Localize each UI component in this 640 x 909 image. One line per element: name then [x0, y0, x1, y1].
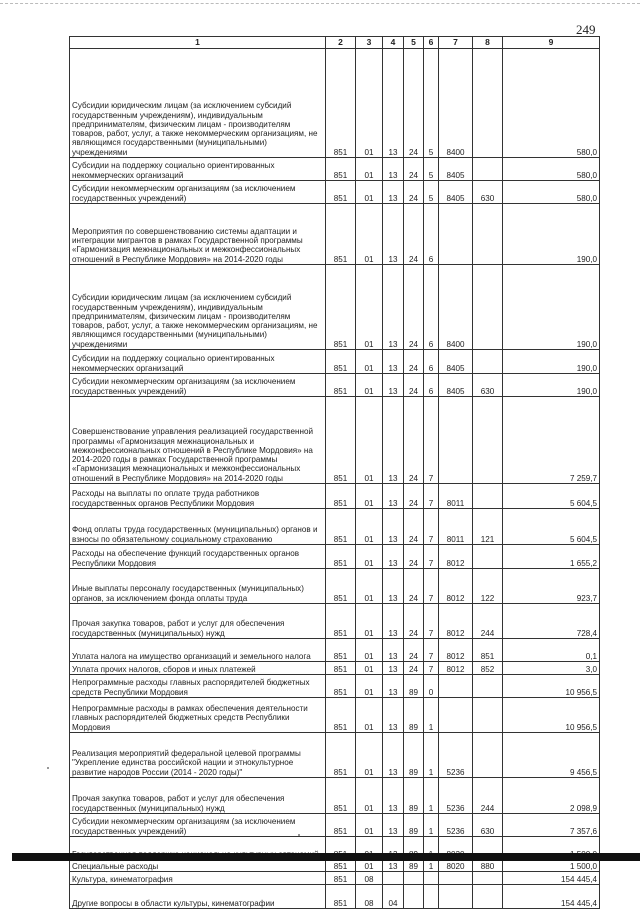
row-code: 24 [404, 265, 424, 350]
row-code: 24 [404, 374, 424, 397]
row-code: 7 [424, 639, 439, 662]
row-code: 13 [383, 698, 404, 733]
row-code: 89 [404, 814, 424, 837]
row-description: Субсидии юридическим лицам (за исключением субсидий государственным учреждениям), индивидуальным предпринимателям, физическим лицам - производителям товаров, работ, услуг, а также некоммерческим организациям, не являющимся государственными (муниципальными) учреждениями [70, 265, 326, 350]
table-row [70, 814, 600, 837]
row-amount: 580,0 [503, 49, 600, 158]
table-row [70, 484, 600, 509]
row-code: 851 [326, 814, 356, 837]
row-code: 01 [356, 204, 383, 265]
row-code: 851 [326, 484, 356, 509]
row-code: 04 [383, 885, 404, 909]
row-code: 89 [404, 733, 424, 778]
row-code: 01 [356, 675, 383, 698]
row-code: 01 [356, 698, 383, 733]
row-code: 8405 [439, 374, 473, 397]
row-code: 7 [424, 604, 439, 639]
row-code: 851 [326, 698, 356, 733]
row-code: 851 [326, 662, 356, 675]
row-code: 01 [356, 733, 383, 778]
row-code: 851 [326, 350, 356, 374]
row-amount: 1 500,0 [503, 860, 600, 872]
row-description: Уплата прочих налогов, сборов и иных платежей [70, 662, 326, 675]
row-code: 6 [424, 265, 439, 350]
row-code: 630 [473, 814, 503, 837]
row-description: Субсидии некоммерческим организациям (за исключением государственных учреждений) [70, 181, 326, 204]
row-code: 5236 [439, 778, 473, 814]
header-cell: 4 [383, 37, 404, 49]
row-code [473, 675, 503, 698]
row-code [473, 49, 503, 158]
table-row [70, 181, 600, 204]
row-amount: 10 956,5 [503, 675, 600, 698]
table-row [70, 778, 600, 814]
row-description: Субсидии некоммерческим организациям (за исключением государственных учреждений) [70, 814, 326, 837]
row-code: 851 [326, 860, 356, 872]
budget-table [69, 36, 600, 909]
row-code: 1 [424, 778, 439, 814]
row-code: 8020 [439, 860, 473, 872]
row-code: 630 [473, 181, 503, 204]
row-amount: 1 655,2 [503, 545, 600, 569]
row-code [439, 204, 473, 265]
row-code: 8012 [439, 639, 473, 662]
row-code: 13 [383, 662, 404, 675]
row-code: 6 [424, 374, 439, 397]
table-row [70, 158, 600, 181]
row-code: 13 [383, 484, 404, 509]
row-code: 01 [356, 484, 383, 509]
scan-speck [298, 834, 300, 836]
row-amount: 7 357,6 [503, 814, 600, 837]
table-row [70, 509, 600, 545]
table-header-row [70, 37, 600, 49]
row-code: 851 [326, 604, 356, 639]
row-code: 24 [404, 397, 424, 484]
row-code: 8011 [439, 509, 473, 545]
row-code: 01 [356, 265, 383, 350]
row-code: 13 [383, 374, 404, 397]
row-description: Уплата налога на имущество организаций и земельного налога [70, 639, 326, 662]
row-code: 08 [356, 872, 383, 885]
row-amount: 923,7 [503, 569, 600, 604]
row-code: 244 [473, 778, 503, 814]
table-row [70, 860, 600, 872]
row-amount: 10 956,5 [503, 698, 600, 733]
row-code: 13 [383, 265, 404, 350]
row-code: 8400 [439, 265, 473, 350]
row-code: 7 [424, 569, 439, 604]
row-code [473, 265, 503, 350]
row-code: 13 [383, 778, 404, 814]
header-cell: 9 [503, 37, 600, 49]
row-code: 89 [404, 778, 424, 814]
row-code [439, 698, 473, 733]
row-code: 01 [356, 49, 383, 158]
row-code: 13 [383, 814, 404, 837]
row-code: 01 [356, 350, 383, 374]
table-row [70, 698, 600, 733]
row-code: 851 [326, 158, 356, 181]
header-cell: 7 [439, 37, 473, 49]
row-amount: 5 604,5 [503, 509, 600, 545]
row-code [439, 675, 473, 698]
table-row [70, 397, 600, 484]
row-code: 7 [424, 509, 439, 545]
row-amount: 580,0 [503, 181, 600, 204]
row-code: 5236 [439, 814, 473, 837]
row-code: 851 [326, 545, 356, 569]
row-code: 1 [424, 814, 439, 837]
row-code [404, 872, 424, 885]
row-code: 851 [326, 675, 356, 698]
row-code: 7 [424, 545, 439, 569]
row-code: 24 [404, 545, 424, 569]
row-code: 89 [404, 860, 424, 872]
row-code: 24 [404, 509, 424, 545]
row-code: 13 [383, 675, 404, 698]
row-code [473, 397, 503, 484]
scan-speck [47, 767, 49, 769]
table-row [70, 639, 600, 662]
row-amount: 2 098,9 [503, 778, 600, 814]
row-description: Совершенствование управления реализацией государственной программы «Гармонизация межнациональных и межконфессиональных отношений в Республике Мордовия» на 2014-2020 годы в рамках Государственной программы «Гармонизация межнациональных и межконфессиональных отношений в Республике Мордовия» на 2014-2020 годы [70, 397, 326, 484]
row-code: 6 [424, 204, 439, 265]
row-code: 24 [404, 49, 424, 158]
row-code: 851 [326, 639, 356, 662]
scan-top-edge [0, 3, 640, 4]
row-code: 89 [404, 698, 424, 733]
row-code: 13 [383, 397, 404, 484]
row-code: 24 [404, 604, 424, 639]
row-code: 24 [404, 639, 424, 662]
row-code: 24 [404, 569, 424, 604]
table-row [70, 604, 600, 639]
row-code [473, 158, 503, 181]
row-code: 851 [326, 204, 356, 265]
row-code: 880 [473, 860, 503, 872]
row-code: 630 [473, 374, 503, 397]
row-amount: 0,1 [503, 639, 600, 662]
row-description: Расходы на обеспечение функций государственных органов Республики Мордовия [70, 545, 326, 569]
row-code: 13 [383, 639, 404, 662]
row-code: 8011 [439, 484, 473, 509]
table-body [70, 49, 600, 909]
row-description: Иные выплаты персоналу государственных (муниципальных) органов, за исключением фонда оплаты труда [70, 569, 326, 604]
row-amount: 9 456,5 [503, 733, 600, 778]
row-code: 13 [383, 49, 404, 158]
row-description: Прочая закупка товаров, работ и услуг для обеспечения государственных (муниципальных) нужд [70, 604, 326, 639]
row-code: 13 [383, 350, 404, 374]
row-code: 01 [356, 860, 383, 872]
table-row [70, 733, 600, 778]
row-code: 6 [424, 350, 439, 374]
row-code: 01 [356, 814, 383, 837]
row-code: 5 [424, 181, 439, 204]
row-code: 13 [383, 569, 404, 604]
row-code [439, 872, 473, 885]
row-code: 244 [473, 604, 503, 639]
row-code: 24 [404, 181, 424, 204]
row-amount: 190,0 [503, 374, 600, 397]
row-code: 7 [424, 397, 439, 484]
row-code: 24 [404, 158, 424, 181]
row-description: Прочая закупка товаров, работ и услуг для обеспечения государственных (муниципальных) нужд [70, 778, 326, 814]
row-code: 01 [356, 374, 383, 397]
row-code: 08 [356, 885, 383, 909]
row-code: 851 [326, 181, 356, 204]
row-code: 5 [424, 158, 439, 181]
header-cell: 5 [404, 37, 424, 49]
row-code [473, 204, 503, 265]
row-code: 24 [404, 204, 424, 265]
row-code: 5 [424, 49, 439, 158]
scan-bottom-edge [12, 853, 640, 861]
row-code [473, 872, 503, 885]
header-cell: 6 [424, 37, 439, 49]
row-code: 5236 [439, 733, 473, 778]
row-code: 13 [383, 860, 404, 872]
row-code: 851 [326, 885, 356, 909]
row-code: 01 [356, 639, 383, 662]
row-code: 01 [356, 545, 383, 569]
row-description: Фонд оплаты труда государственных (муниципальных) органов и взносы по обязательному социальному страхованию [70, 509, 326, 545]
row-description: Реализация мероприятий федеральной целевой программы "Укрепление единства российской нации и этнокультурное развитие народов России (2014 - 2020 годы)" [70, 733, 326, 778]
row-code: 8405 [439, 181, 473, 204]
row-code: 7 [424, 484, 439, 509]
table-row [70, 569, 600, 604]
row-code: 1 [424, 733, 439, 778]
row-code: 851 [473, 639, 503, 662]
row-amount: 190,0 [503, 350, 600, 374]
row-code: 8405 [439, 350, 473, 374]
row-code: 01 [356, 181, 383, 204]
header-cell: 3 [356, 37, 383, 49]
row-amount: 3,0 [503, 662, 600, 675]
row-code [473, 350, 503, 374]
row-code: 851 [326, 374, 356, 397]
header-cell: 2 [326, 37, 356, 49]
row-description: Субсидии юридическим лицам (за исключением субсидий государственным учреждениям), индивидуальным предпринимателям, физическим лицам - производителям товаров, работ, услуг, а также некоммерческим организациям, не являющимся государственными (муниципальными) учреждениями [70, 49, 326, 158]
row-code: 0 [424, 675, 439, 698]
table-row [70, 675, 600, 698]
row-code: 24 [404, 484, 424, 509]
row-code: 851 [326, 509, 356, 545]
row-code: 13 [383, 545, 404, 569]
row-description: Другие вопросы в области культуры, кинематографии [70, 885, 326, 909]
table-row [70, 204, 600, 265]
row-code: 8405 [439, 158, 473, 181]
row-code: 24 [404, 350, 424, 374]
row-code [473, 484, 503, 509]
header-cell: 8 [473, 37, 503, 49]
row-description: Мероприятия по совершенствованию системы адаптации и интеграции мигрантов в рамках Государственной программы «Гармонизация межнациональных и межконфессиональных отношений в Республике Мордовия» на 2014-2020 годы [70, 204, 326, 265]
row-description: Субсидии некоммерческим организациям (за исключением государственных учреждений) [70, 374, 326, 397]
row-code: 24 [404, 662, 424, 675]
row-code [473, 733, 503, 778]
row-code: 01 [356, 604, 383, 639]
row-code [383, 872, 404, 885]
table-row [70, 872, 600, 885]
row-code: 13 [383, 204, 404, 265]
table-row [70, 545, 600, 569]
row-amount: 154 445,4 [503, 872, 600, 885]
row-amount: 5 604,5 [503, 484, 600, 509]
row-description: Расходы на выплаты по оплате труда работников государственных органов Республики Мордовия [70, 484, 326, 509]
row-code: 13 [383, 181, 404, 204]
row-code: 01 [356, 397, 383, 484]
row-description: Субсидии на поддержку социально ориентированных некоммерческих организаций [70, 158, 326, 181]
row-code: 01 [356, 778, 383, 814]
row-code [439, 397, 473, 484]
row-code: 8400 [439, 49, 473, 158]
table-row [70, 265, 600, 350]
row-amount: 190,0 [503, 204, 600, 265]
row-code: 01 [356, 158, 383, 181]
row-amount: 728,4 [503, 604, 600, 639]
row-code [473, 698, 503, 733]
page-number: 249 [576, 22, 596, 37]
row-description: Субсидии на поддержку социально ориентированных некоммерческих организаций [70, 350, 326, 374]
row-description: Непрограммные расходы главных распорядителей бюджетных средств Республики Мордовия [70, 675, 326, 698]
row-code: 122 [473, 569, 503, 604]
table-row [70, 374, 600, 397]
row-code: 1 [424, 698, 439, 733]
row-code: 13 [383, 604, 404, 639]
row-code: 851 [326, 872, 356, 885]
row-code: 121 [473, 509, 503, 545]
row-code: 13 [383, 158, 404, 181]
row-code: 851 [326, 569, 356, 604]
row-code: 13 [383, 733, 404, 778]
row-amount: 580,0 [503, 158, 600, 181]
row-code: 851 [326, 49, 356, 158]
table-row [70, 49, 600, 158]
table-row [70, 350, 600, 374]
row-code: 8012 [439, 569, 473, 604]
row-code: 851 [326, 733, 356, 778]
row-code: 01 [356, 569, 383, 604]
row-code: 01 [356, 662, 383, 675]
row-amount: 154 445,4 [503, 885, 600, 909]
row-amount: 7 259,7 [503, 397, 600, 484]
header-cell: 1 [70, 37, 326, 49]
row-code: 8012 [439, 545, 473, 569]
row-code: 851 [326, 265, 356, 350]
row-code: 852 [473, 662, 503, 675]
row-code: 13 [383, 509, 404, 545]
row-code: 851 [326, 397, 356, 484]
row-code [473, 545, 503, 569]
row-code [424, 872, 439, 885]
row-code: 1 [424, 860, 439, 872]
row-code: 89 [404, 675, 424, 698]
row-description: Культура, кинематография [70, 872, 326, 885]
row-code: 8012 [439, 662, 473, 675]
row-description: Специальные расходы [70, 860, 326, 872]
row-code: 851 [326, 778, 356, 814]
row-description: Непрограммные расходы в рамках обеспечения деятельности главных распорядителей бюджетных средств Республики Мордовия [70, 698, 326, 733]
table-row [70, 662, 600, 675]
row-amount: 190,0 [503, 265, 600, 350]
row-code: 8012 [439, 604, 473, 639]
row-code: 7 [424, 662, 439, 675]
row-code: 01 [356, 509, 383, 545]
